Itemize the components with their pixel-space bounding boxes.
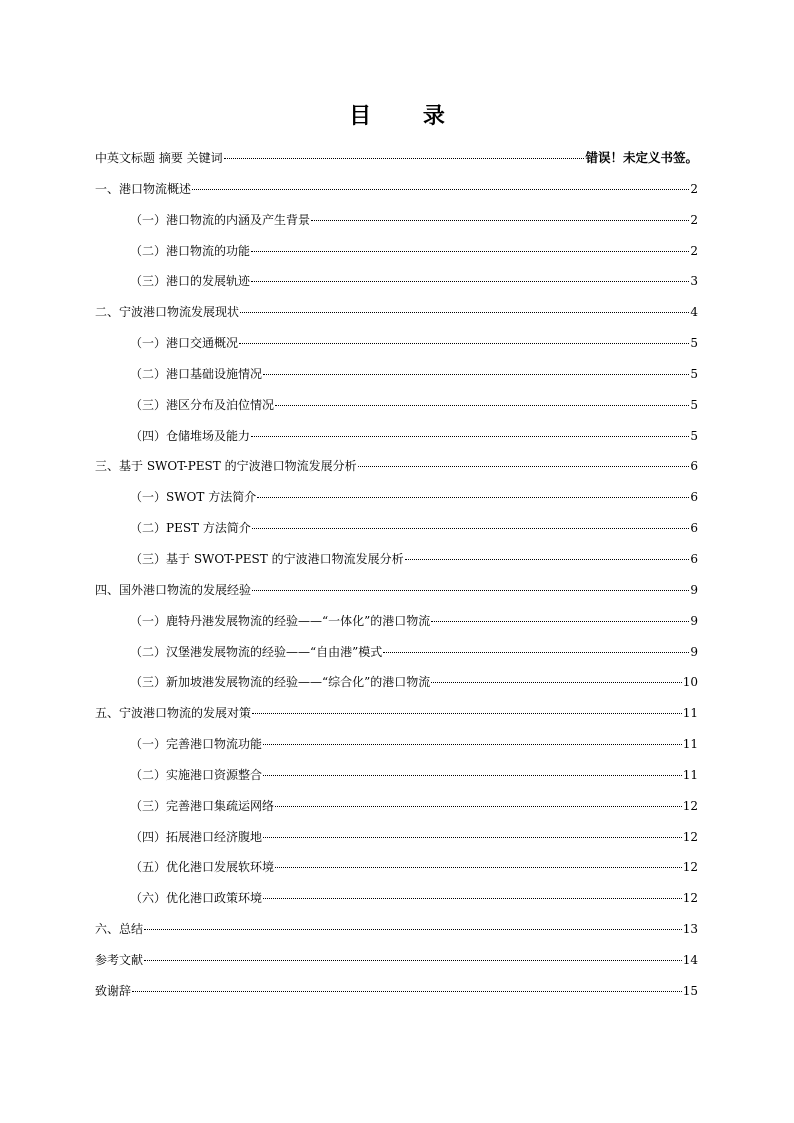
dot-leader — [263, 837, 682, 838]
toc-entry-page-number: 12 — [682, 860, 698, 875]
toc-entry-page-number: 3 — [690, 274, 698, 289]
dot-leader — [263, 744, 682, 745]
toc-entry-label: （二）港口物流的功能 — [130, 243, 251, 258]
toc-entry-page-number: 5 — [690, 397, 698, 412]
toc-entry[interactable] — [95, 883, 698, 914]
toc-entry-page-number: 9 — [690, 613, 698, 628]
toc-entry[interactable] — [95, 575, 698, 606]
toc-entry[interactable] — [95, 976, 698, 1007]
dot-leader — [405, 559, 690, 560]
dot-leader — [224, 158, 585, 159]
toc-entry[interactable] — [95, 852, 698, 883]
toc-entry-label: 二、宁波港口物流发展现状 — [95, 305, 240, 320]
toc-entry-label: （六）优化港口政策环境 — [130, 891, 263, 906]
dot-leader — [192, 189, 689, 190]
dot-leader — [383, 652, 689, 653]
toc-entry-label: 一、港口物流概述 — [95, 181, 192, 196]
toc-entry-label: （一）SWOT 方法简介 — [130, 490, 257, 505]
toc-entry-label: 六、总结 — [95, 922, 144, 937]
toc-entry-label: （二）港口基础设施情况 — [130, 366, 263, 381]
dot-leader — [275, 405, 689, 406]
toc-entry-label: 四、国外港口物流的发展经验 — [95, 582, 252, 597]
toc-entry[interactable] — [95, 606, 698, 637]
dot-leader — [144, 960, 682, 961]
toc-entry-page-number: 14 — [682, 952, 698, 967]
toc-entry-label: 三、基于 SWOT-PEST 的宁波港口物流发展分析 — [95, 459, 357, 474]
toc-entry-label: （四）仓储堆场及能力 — [130, 428, 251, 443]
toc-entry-page-number: 2 — [690, 243, 698, 258]
page-title: 目 录 — [349, 103, 467, 129]
toc-entry-page-number: 6 — [690, 490, 698, 505]
dot-leader — [257, 497, 689, 498]
toc-entry[interactable] — [95, 451, 698, 482]
toc-entry[interactable] — [95, 297, 698, 328]
toc-entry-label: （一）鹿特丹港发展物流的经验——“一体化”的港口物流 — [130, 613, 431, 628]
toc-entry[interactable] — [95, 698, 698, 729]
dot-leader — [263, 898, 682, 899]
toc-entry-label: （一）港口交通概况 — [130, 336, 239, 351]
dot-leader — [263, 775, 682, 776]
toc-entry-page-number: 6 — [690, 551, 698, 566]
dot-leader — [252, 713, 682, 714]
toc-entry-label: （二）实施港口资源整合 — [130, 767, 263, 782]
toc-entry-page-number: 15 — [682, 983, 698, 998]
toc-entry-page-number: 9 — [690, 582, 698, 597]
toc-entry[interactable] — [95, 143, 698, 174]
dot-leader — [252, 590, 689, 591]
toc-entry[interactable] — [95, 544, 698, 575]
toc-entry-label: （一）港口物流的内涵及产生背景 — [130, 212, 311, 227]
dot-leader — [144, 929, 682, 930]
toc-entry-page-number: 6 — [690, 521, 698, 536]
toc-entry[interactable] — [95, 791, 698, 822]
toc-entry-page-number: 11 — [682, 737, 698, 752]
dot-leader — [251, 436, 689, 437]
toc-entry[interactable] — [95, 205, 698, 236]
toc-entry-label: 中英文标题 摘要 关键词 — [95, 151, 223, 165]
toc-entry[interactable] — [95, 637, 698, 668]
dot-leader — [275, 867, 682, 868]
toc-entry[interactable] — [95, 328, 698, 359]
dot-leader — [239, 343, 689, 344]
toc-entry-label: （一）完善港口物流功能 — [130, 737, 263, 752]
toc-entry[interactable] — [95, 822, 698, 853]
toc-entry[interactable] — [95, 236, 698, 267]
toc-entry[interactable] — [95, 390, 698, 421]
dot-leader — [252, 528, 689, 529]
toc-entry-page-number: 12 — [682, 829, 698, 844]
toc-entry-label: （三）港口的发展轨迹 — [130, 274, 251, 289]
toc-entry-page-number: 9 — [690, 644, 698, 659]
toc-entry[interactable] — [95, 729, 698, 760]
toc-entry-label: 五、宁波港口物流的发展对策 — [95, 706, 252, 721]
toc-entry-label: 参考文献 — [95, 952, 144, 967]
toc-entry[interactable] — [95, 513, 698, 544]
toc-entry-page-number: 2 — [690, 181, 698, 196]
toc-entry[interactable] — [95, 174, 698, 205]
toc-entry-page-number: 12 — [682, 891, 698, 906]
dot-leader — [358, 466, 690, 467]
toc-entry-label: （二）PEST 方法简介 — [130, 521, 251, 536]
dot-leader — [275, 806, 682, 807]
toc-entry-label: （三）港区分布及泊位情况 — [130, 397, 275, 412]
dot-leader — [251, 251, 689, 252]
dot-leader — [240, 312, 689, 313]
toc-entry[interactable] — [95, 667, 698, 698]
dot-leader — [263, 374, 689, 375]
toc-entry-page-number: 11 — [682, 767, 698, 782]
dot-leader — [431, 682, 681, 683]
toc-entry[interactable] — [95, 266, 698, 297]
toc-entry-page-number: 4 — [690, 305, 698, 320]
dot-leader — [132, 991, 682, 992]
toc-entry-page-number: 6 — [690, 459, 698, 474]
toc-entry-page-number: 11 — [682, 706, 698, 721]
toc-entry-label: （二）汉堡港发展物流的经验——“自由港”模式 — [130, 644, 383, 659]
toc-entry-label: （四）拓展港口经济腹地 — [130, 829, 263, 844]
toc-entry-label: （三）新加坡港发展物流的经验——“综合化”的港口物流 — [130, 675, 431, 690]
toc-entry[interactable] — [95, 421, 698, 452]
toc-entry-label: （三）基于 SWOT-PEST 的宁波港口物流发展分析 — [130, 551, 404, 566]
dot-leader — [251, 281, 689, 282]
toc-entry-label: 致谢辞 — [95, 983, 132, 998]
toc-entry-label: （五）优化港口发展软环境 — [130, 860, 275, 875]
toc-entry-page-number: 2 — [690, 212, 698, 227]
toc-entry[interactable] — [95, 482, 698, 513]
toc-entry-label: （三）完善港口集疏运网络 — [130, 798, 275, 813]
toc-entry-page-number: 12 — [682, 798, 698, 813]
toc-entry[interactable] — [95, 914, 698, 945]
toc-entry[interactable] — [95, 760, 698, 791]
table-of-contents — [95, 143, 698, 1007]
toc-entry-page-number: 错误！未定义书签。 — [585, 150, 698, 165]
toc-entry[interactable] — [95, 359, 698, 390]
dot-leader — [431, 621, 689, 622]
toc-entry-page-number: 13 — [682, 922, 698, 937]
toc-entry-page-number: 5 — [690, 428, 698, 443]
toc-entry-page-number: 5 — [690, 336, 698, 351]
toc-entry-page-number: 5 — [690, 366, 698, 381]
toc-entry-page-number: 10 — [682, 675, 698, 690]
toc-entry[interactable] — [95, 945, 698, 976]
dot-leader — [311, 220, 689, 221]
